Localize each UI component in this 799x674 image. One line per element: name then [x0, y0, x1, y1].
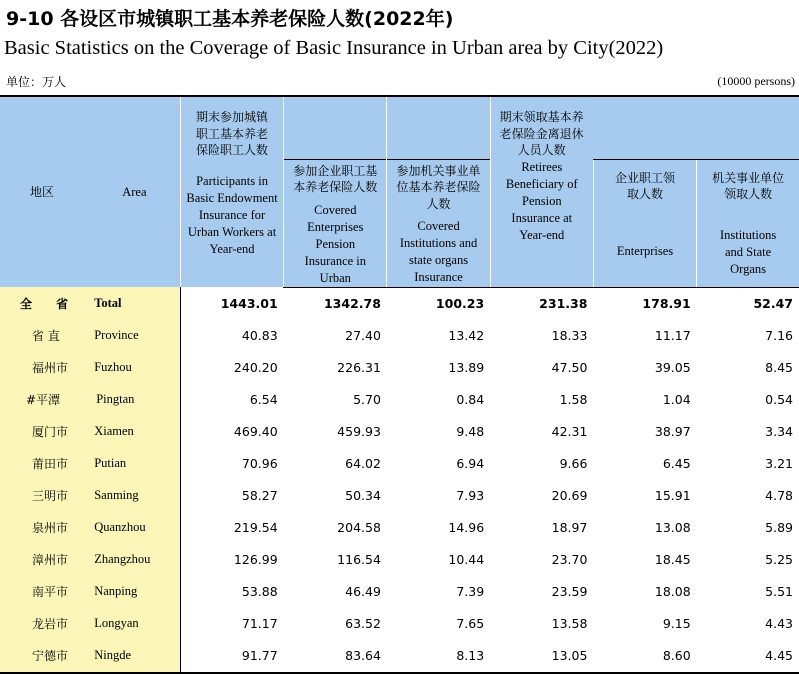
- header-ret-institutions: [697, 159, 799, 287]
- area-english: Longyan: [88, 608, 180, 640]
- table-title-chinese: 9-10 各设区市城镇职工基本养老保险人数(2022年): [6, 8, 454, 30]
- header-ret-institutions-chinese: 机关事业单位领取人数: [712, 170, 785, 201]
- table-row: [0, 576, 799, 608]
- table-row: [0, 512, 799, 544]
- institutions-value: 100.23: [435, 296, 485, 311]
- area-chinese: 龙岩市: [0, 608, 88, 640]
- header-area-chinese: 地区: [0, 96, 88, 287]
- enterprises-value: 63.52: [345, 616, 381, 631]
- header-institutions-chinese: 参加机关事业单位基本养老保险人数: [396, 163, 481, 211]
- table-row: [0, 320, 799, 352]
- enterprises-value: 64.02: [345, 456, 381, 471]
- ret-institutions-value: 0.54: [765, 392, 793, 407]
- enterprises-value: 1342.78: [323, 296, 381, 311]
- ret-enterprises-value: 15.91: [654, 488, 691, 503]
- institutions-value: 8.13: [387, 640, 490, 673]
- area-english: Pingtan: [88, 384, 180, 416]
- retirees-value: 9.66: [559, 456, 588, 471]
- area-chinese: 泉州市: [0, 512, 88, 544]
- header-retirees-group: [490, 96, 799, 159]
- header-top-spacer-2: [284, 96, 387, 159]
- area-english: Xiamen: [88, 416, 180, 448]
- participants-value: 469.40: [180, 416, 283, 448]
- area-chinese: 省 直: [0, 320, 88, 352]
- area-english: Quanzhou: [88, 512, 180, 544]
- enterprises-value: 459.93: [337, 424, 381, 439]
- header-ret-enterprises-chinese: 企业职工领取人数: [615, 170, 676, 201]
- enterprises-value: 226.31: [337, 360, 381, 375]
- ret-institutions-value: 4.45: [697, 640, 799, 673]
- enterprises-value: 83.64: [284, 640, 387, 673]
- institutions-value: 7.93: [456, 488, 485, 503]
- retirees-value: 18.97: [551, 520, 588, 535]
- ret-enterprises-value: 38.97: [654, 424, 691, 439]
- area-english: Putian: [88, 448, 180, 480]
- area-chinese: 莆田市: [0, 448, 88, 480]
- ret-enterprises-value: 39.05: [654, 360, 691, 375]
- ret-enterprises-value: 6.45: [662, 456, 691, 471]
- table-row: [0, 416, 799, 448]
- header-ret-enterprises: [593, 159, 696, 287]
- header-enterprises: [284, 159, 387, 287]
- area-english: Ningde: [88, 640, 180, 673]
- table-row: [0, 384, 799, 416]
- header-participants-chinese: 期末参加城镇职工基本养老保险职工人数: [196, 110, 269, 157]
- header-enterprises-chinese: 参加企业职工基本养老保险人数: [293, 163, 378, 194]
- header-top-spacer-3: [387, 96, 490, 159]
- ret-institutions-value: 5.89: [765, 520, 793, 535]
- table-row: [0, 352, 799, 384]
- institutions-value: 7.65: [456, 616, 485, 631]
- enterprises-value: 204.58: [337, 520, 381, 535]
- ret-institutions-value: 5.25: [765, 552, 793, 567]
- retirees-value: 20.69: [551, 488, 588, 503]
- header-participants-english: Participants in Basic Endowment Insurance for Urban Workers at Year-end: [186, 173, 278, 256]
- table-row: [0, 448, 799, 480]
- institutions-value: 13.42: [448, 328, 485, 343]
- participants-value: 240.20: [180, 352, 283, 384]
- area-english: Nanping: [88, 576, 180, 608]
- header-retirees-chinese: 期末领取基本养老保险金离退休人员人数: [499, 110, 584, 157]
- retirees-value: 23.70: [551, 552, 588, 567]
- ret-enterprises-value: 1.04: [662, 392, 691, 407]
- retirees-value: 18.33: [551, 328, 588, 343]
- header-ret-enterprises-english: Enterprises: [616, 243, 674, 258]
- area-chinese: 厦门市: [0, 416, 88, 448]
- table-row: [0, 608, 799, 640]
- ret-institutions-value: 7.16: [765, 328, 793, 343]
- participants-value: 6.54: [180, 384, 283, 416]
- participants-value: 58.27: [180, 480, 283, 512]
- area-english: Zhangzhou: [88, 544, 180, 576]
- area-english: Total: [88, 287, 180, 320]
- participants-value: 53.88: [180, 576, 283, 608]
- ret-institutions-value: 4.43: [765, 616, 793, 631]
- institutions-value: 10.44: [448, 552, 485, 567]
- retirees-value: 23.59: [551, 584, 588, 599]
- enterprises-value: 46.49: [345, 584, 381, 599]
- retirees-value: 47.50: [551, 360, 588, 375]
- ret-institutions-value: 5.51: [765, 584, 793, 599]
- participants-value: 71.17: [180, 608, 283, 640]
- retirees-value: 13.05: [490, 640, 593, 673]
- area-chinese: 漳州市: [0, 544, 88, 576]
- participants-value: 91.77: [180, 640, 283, 673]
- participants-value: 40.83: [180, 320, 283, 352]
- participants-value: 126.99: [180, 544, 283, 576]
- area-chinese: 福州市: [0, 352, 88, 384]
- ret-institutions-value: 52.47: [753, 296, 793, 311]
- area-english: Province: [88, 320, 180, 352]
- table-row: [0, 544, 799, 576]
- header-area-english: Area: [88, 96, 180, 287]
- ret-enterprises-value: 18.08: [654, 584, 691, 599]
- enterprises-value: 27.40: [345, 328, 381, 343]
- participants-value: 219.54: [180, 512, 283, 544]
- ret-enterprises-value: 8.60: [593, 640, 696, 673]
- ret-institutions-value: 3.21: [765, 456, 793, 471]
- ret-institutions-value: 3.34: [765, 424, 793, 439]
- header-institutions: [387, 159, 490, 287]
- enterprises-value: 50.34: [345, 488, 381, 503]
- table-row: [0, 640, 799, 673]
- ret-enterprises-value: 178.91: [642, 296, 691, 311]
- enterprises-value: 5.70: [353, 392, 381, 407]
- area-chinese: 全 省: [0, 287, 88, 320]
- ret-enterprises-value: 9.15: [662, 616, 691, 631]
- ret-institutions-value: 4.78: [765, 488, 793, 503]
- participants-value: 1443.01: [180, 287, 283, 320]
- retirees-value: 13.58: [551, 616, 588, 631]
- header-institutions-english: Covered Institutions and state organs Insurance: [399, 219, 478, 284]
- retirees-value: 231.38: [539, 296, 588, 311]
- header-retirees-english-cell: [490, 159, 593, 287]
- retirees-value: 1.58: [559, 392, 588, 407]
- area-english: Fuzhou: [88, 352, 180, 384]
- retirees-value: 42.31: [551, 424, 588, 439]
- enterprises-value: 116.54: [337, 552, 381, 567]
- table-title-english: Basic Statistics on the Coverage of Basic Insurance in Urban area by City(2022): [4, 37, 664, 59]
- table-row-total: [0, 287, 799, 320]
- header-ret-institutions-english: Institutions and State Organs: [719, 227, 777, 276]
- area-chinese: 三明市: [0, 480, 88, 512]
- ret-enterprises-value: 11.17: [654, 328, 691, 343]
- area-english: Sanming: [88, 480, 180, 512]
- area-chinese: #平潭: [0, 384, 88, 416]
- header-retirees-english: Retirees Beneficiary of Pension Insurance at Year-end: [505, 160, 578, 242]
- area-chinese: 宁德市: [0, 640, 88, 673]
- ret-institutions-value: 8.45: [765, 360, 793, 375]
- institutions-value: 0.84: [456, 392, 485, 407]
- header-participants: [180, 96, 283, 287]
- ret-enterprises-value: 18.45: [654, 552, 691, 567]
- institutions-value: 13.89: [448, 360, 485, 375]
- area-chinese: 南平市: [0, 576, 88, 608]
- header-enterprises-english: Covered Enterprises Pension Insurance in Urban: [304, 202, 367, 285]
- institutions-value: 7.39: [456, 584, 485, 599]
- table-row: [0, 480, 799, 512]
- unit-label-english: (10000 persons): [717, 74, 795, 88]
- participants-value: 70.96: [180, 448, 283, 480]
- ret-enterprises-value: 13.08: [654, 520, 691, 535]
- institutions-value: 6.94: [456, 456, 485, 471]
- institutions-value: 14.96: [448, 520, 485, 535]
- unit-label-chinese: 单位：万人: [6, 75, 67, 89]
- statistics-table: [0, 95, 799, 674]
- institutions-value: 9.48: [456, 424, 485, 439]
